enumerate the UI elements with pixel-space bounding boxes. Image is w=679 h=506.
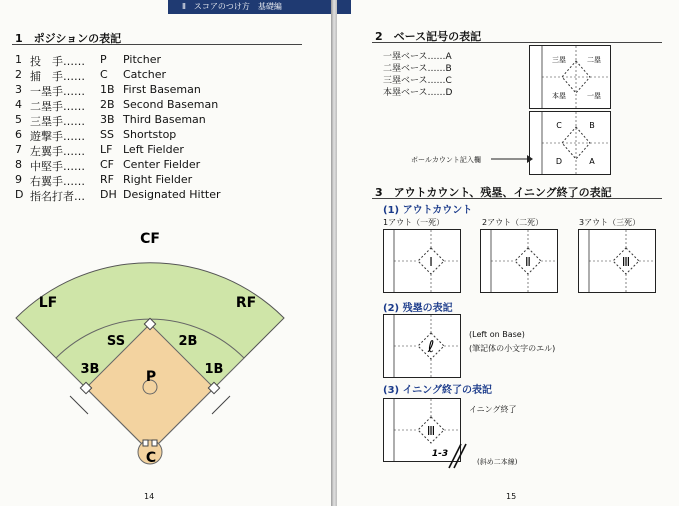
sub-title-inning-end: (3) イニング終了の表記: [383, 385, 492, 396]
box2-label-d: D: [555, 157, 563, 166]
baseball-field-diagram: [0, 212, 331, 472]
base-name-box: [529, 45, 611, 109]
section-title-outs: 3 アウトカウント、残塁、イニング終了の表記: [375, 186, 612, 199]
sub-title-out-count: (1) アウトカウント: [383, 205, 473, 216]
out-mark: Ⅲ: [621, 255, 631, 269]
out-caption: 3アウト（三死）: [579, 218, 641, 227]
box1-label-third: 三塁: [552, 56, 566, 64]
box2-label-a: A: [589, 157, 595, 166]
base-list-item: 二塁ベース……B: [383, 64, 452, 74]
box2-label-c: C: [556, 121, 562, 130]
arrow-icon: [491, 154, 533, 164]
box2-label-b: B: [589, 121, 595, 130]
box1-label-first: 一塁: [587, 92, 601, 100]
section-rule: [372, 198, 662, 199]
chapter-header-tab: [337, 0, 351, 14]
label-rf: RF: [235, 295, 257, 311]
section-rule: [372, 42, 662, 43]
section-title-positions: 1 ポジションの表記: [15, 32, 122, 45]
inning-mark: Ⅲ: [426, 424, 436, 438]
label-2b: 2B: [178, 334, 198, 349]
label-1b: 1B: [204, 362, 224, 377]
batters-box-right: [152, 440, 157, 446]
ball-count-note: ボールカウント記入欄: [411, 156, 481, 164]
out-box-2: [480, 229, 558, 293]
lob-note-en: (Left on Base): [469, 330, 525, 339]
base-list-item: 本塁ベース……D: [383, 88, 453, 98]
foul-mark-right: [212, 396, 230, 414]
out-box-1: [383, 229, 461, 293]
double-slash-icon: [445, 440, 471, 470]
batters-box-left: [143, 440, 148, 446]
section-rule: [12, 44, 302, 45]
out-box-3: [578, 229, 656, 293]
lob-mark: ℓ: [427, 337, 435, 356]
lob-note-jp: (筆記体の小文字のエル): [469, 344, 556, 353]
slash-note: (斜め二本線): [477, 458, 518, 466]
label-lf: LF: [38, 295, 58, 311]
label-3b: 3B: [80, 362, 100, 377]
lob-box: [383, 314, 461, 378]
base-list-item: 三塁ベース……C: [383, 76, 452, 86]
inning-score: 1-3: [431, 449, 449, 459]
box1-label-second: 二塁: [587, 56, 601, 64]
inning-end-note: イニング終了: [469, 405, 517, 414]
foul-mark-left: [70, 396, 88, 414]
right-page: [337, 0, 679, 506]
base-list-item: 一塁ベース……A: [383, 52, 452, 62]
page-number: 14: [144, 492, 155, 501]
sub-title-left-on-base: (2) 残塁の表記: [383, 303, 453, 314]
page-number: 15: [506, 492, 517, 501]
out-caption: 2アウト（二死）: [482, 218, 544, 227]
box1-label-home: 本塁: [552, 92, 566, 100]
base-letter-box: [529, 111, 611, 175]
label-cf: CF: [140, 231, 160, 247]
label-c: C: [145, 450, 157, 466]
label-p: P: [145, 369, 157, 385]
out-mark: Ⅰ: [429, 255, 433, 269]
out-caption: 1アウト（一死）: [383, 218, 445, 227]
chapter-header: Ⅱ スコアのつけ方 基礎編: [168, 0, 331, 14]
section-title-base-symbols: 2 ベース記号の表記: [375, 30, 482, 43]
out-mark: Ⅱ: [525, 255, 531, 269]
label-ss: SS: [106, 334, 126, 349]
left-page: Ⅱ スコアのつけ方 基礎編 1 ポジションの表記 1 投 手…… P Pitcher 2 捕 手…… C Catcher 3 一塁手…… 1B First Baseman 4 二塁手…… 2B Second Baseman 5 三塁手…… 3B Third Baseman 6 遊撃手…… SS Shortstop 7 左翼手…… LF Left Fielder 8 中堅手…… CF Center Fielder 9 右翼手…… RF Right Fielder D 指名打者… DH Designated Hitter CF LF RF SS 2B 3B 1B P C 14: [0, 0, 331, 506]
